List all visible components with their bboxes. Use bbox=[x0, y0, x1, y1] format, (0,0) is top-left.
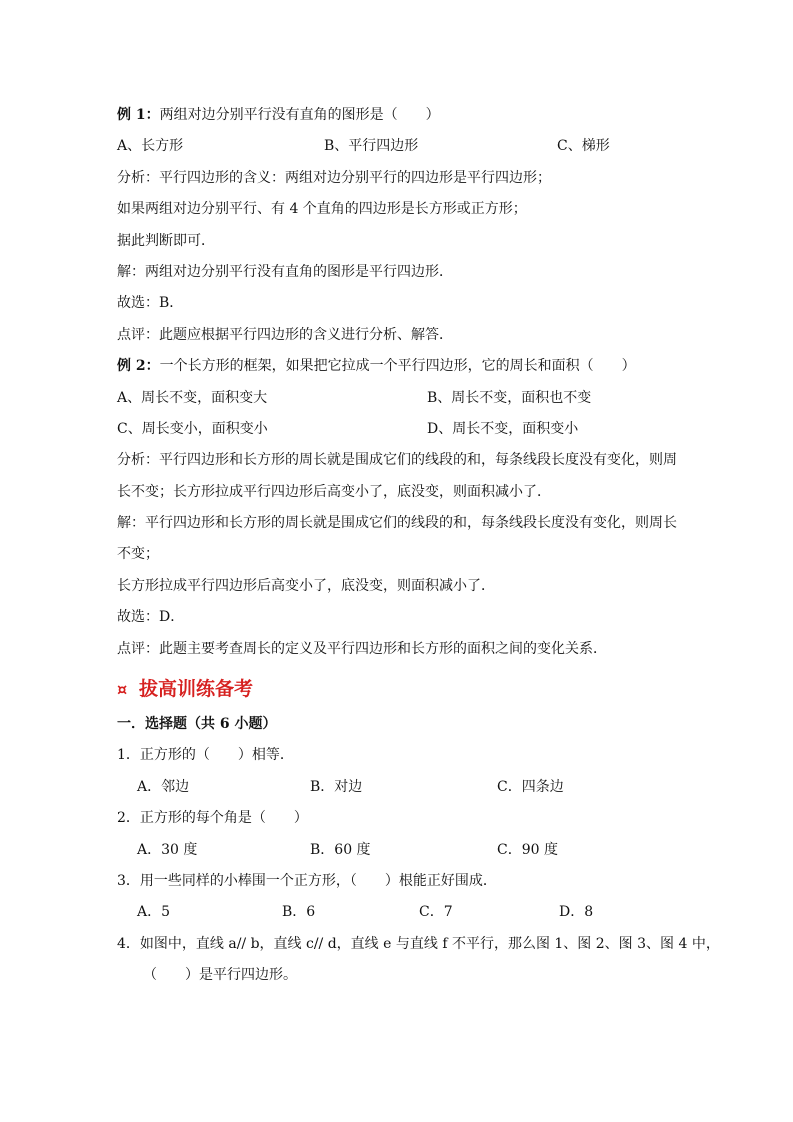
example1-option-c: C、梯形 bbox=[557, 138, 610, 155]
question-3-option-b: B．6 bbox=[282, 904, 316, 921]
question-1-stem: 1．正方形的（ ）相等． bbox=[117, 747, 294, 764]
question-3-stem: 3．用一些同样的小棒围一个正方形，（ ）根能正好围成． bbox=[117, 872, 497, 889]
example2-solution-line: 长方形拉成平行四边形后高变小了，底没变，则面积减小了． bbox=[117, 577, 495, 594]
example2-options-row bbox=[117, 383, 687, 414]
example1-option-a: A、长方形 bbox=[117, 138, 184, 155]
example2-label: 例 2： bbox=[117, 358, 160, 375]
example2-answer: 故选：D． bbox=[117, 609, 185, 626]
question-2-option-c: C．90 度 bbox=[497, 841, 558, 858]
question-2-option-b: B．60 度 bbox=[310, 841, 371, 858]
example2-options-row bbox=[117, 414, 687, 445]
question-4-stem: 4．如图中，直线 a// b，直线 c// d，直线 e 与直线 f 不平行，那么图 1、图 2、图 3、图 4 中， bbox=[117, 935, 720, 952]
question-4-stem-continued: （ ）是平行四边形。 bbox=[143, 967, 297, 984]
question-2-stem: 2．正方形的每个角是（ ） bbox=[117, 810, 308, 827]
example2-analysis-line: 长不变；长方形拉成平行四边形后高变小了，底没变，则面积减小了． bbox=[117, 483, 551, 500]
example2-option-a: A、周长不变，面积变大 bbox=[117, 389, 268, 406]
question-3-option-d: D．8 bbox=[559, 904, 594, 921]
document-content bbox=[117, 100, 720, 992]
example1-options bbox=[117, 131, 687, 162]
question-2-options bbox=[117, 835, 687, 866]
example2-solution-line: 解：平行四边形和长方形的周长就是围成它们的线段的和，每条线段长度没有变化，则周长 bbox=[117, 515, 677, 532]
example2-solution-line: 不变； bbox=[117, 546, 159, 563]
question-2-option-a: A．30 度 bbox=[137, 841, 198, 858]
example1-question-text: 两组对边分别平行没有直角的图形是（ ） bbox=[159, 107, 440, 123]
section-subtitle: 一．选择题（共 6 小题） bbox=[117, 716, 277, 733]
example2-question-text: 一个长方形的框架，如果把它拉成一个平行四边形，它的周长和面积（ ） bbox=[159, 358, 636, 375]
section-mark-icon: ¤ bbox=[117, 680, 128, 700]
question-1-option-a: A．邻边 bbox=[137, 778, 190, 795]
example2-option-b: B、周长不变，面积也不变 bbox=[427, 389, 592, 406]
example1-question bbox=[117, 100, 687, 131]
section-heading bbox=[117, 669, 687, 709]
question-3-option-a: A．5 bbox=[137, 904, 171, 921]
example1-solution: 解：两组对边分别平行没有直角的图形是平行四边形． bbox=[117, 263, 453, 280]
example1-comment: 点评：此题应根据平行四边形的含义进行分析、解答． bbox=[117, 326, 453, 343]
example2-comment: 点评：此题主要考查周长的定义及平行四边形和长方形的面积之间的变化关系． bbox=[117, 640, 607, 657]
example1-analysis-line: 分析：平行四边形的含义：两组对边分别平行的四边形是平行四边形； bbox=[117, 169, 551, 186]
example2-option-d: D、周长不变，面积变小 bbox=[427, 420, 579, 437]
section-title: 拔高训练备考 bbox=[139, 678, 254, 701]
example1-analysis-line: 据此判断即可． bbox=[117, 232, 215, 249]
question-1-option-b: B．对边 bbox=[310, 778, 363, 795]
example2-option-c: C、周长变小，面积变小 bbox=[117, 420, 268, 437]
question-3-options bbox=[117, 897, 687, 928]
example1-analysis-line: 如果两组对边分别平行、有 4 个直角的四边形是长方形或正方形； bbox=[117, 201, 527, 218]
example2-analysis-line: 分析：平行四边形和长方形的周长就是围成它们的线段的和，每条线段长度没有变化，则周 bbox=[117, 452, 677, 469]
example1-label: 例 1： bbox=[117, 107, 160, 123]
question-1-options bbox=[117, 772, 687, 803]
example2-question bbox=[117, 351, 687, 382]
example1-option-b: B、平行四边形 bbox=[324, 138, 419, 155]
question-1-option-c: C．四条边 bbox=[497, 778, 564, 795]
question-3-option-c: C．7 bbox=[419, 904, 453, 921]
example1-answer: 故选：B． bbox=[117, 295, 184, 312]
